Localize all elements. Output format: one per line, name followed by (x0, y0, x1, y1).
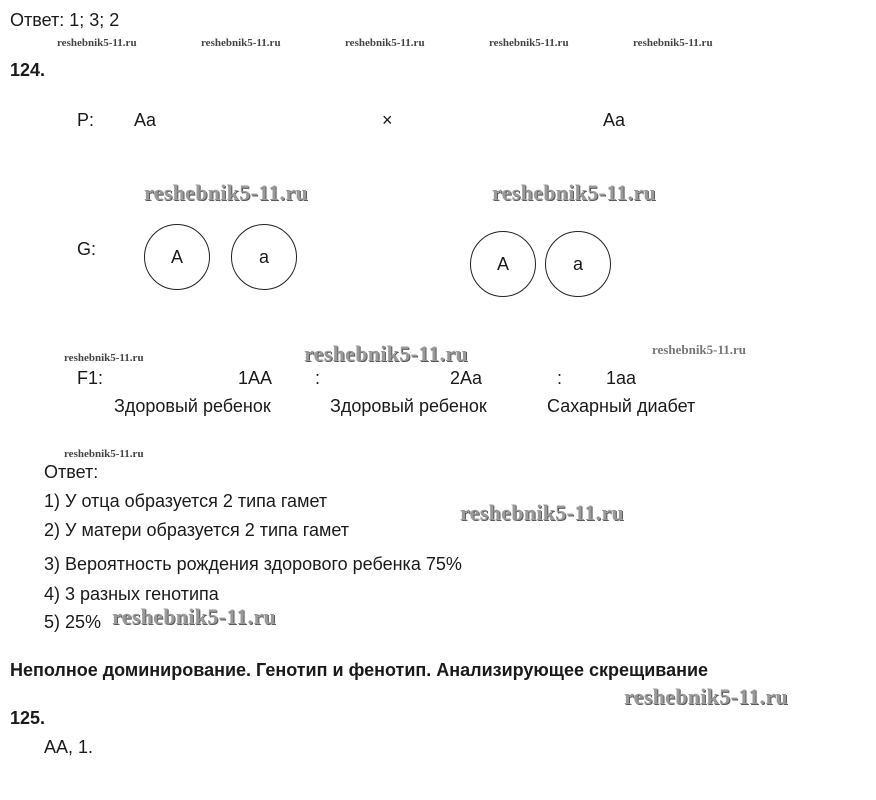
answer-item: 1) У отца образуется 2 типа гамет (44, 491, 328, 511)
task-answer: AA, 1. (44, 737, 94, 757)
answer-item: 5) 25% (44, 612, 102, 632)
parents-label: P: (77, 110, 95, 130)
gamete-allele: a (258, 246, 269, 267)
cross-sign: × (382, 110, 393, 130)
watermark: reshebnik5-11.ru (304, 341, 468, 366)
task-number: 125. (10, 708, 46, 728)
watermark: reshebnik5-11.ru (624, 684, 788, 709)
answer-item: 4) 3 разных генотипа (44, 584, 219, 604)
watermark: reshebnik5-11.ru (64, 352, 144, 364)
gamete-allele: A (170, 246, 183, 267)
watermark: reshebnik5-11.ru (492, 180, 656, 205)
watermark: reshebnik5-11.ru (201, 37, 281, 49)
offspring-genotype: 2Aa (450, 368, 483, 388)
gametes-label: G: (77, 239, 97, 259)
watermark: reshebnik5-11.ru (489, 37, 569, 49)
task-number: 124. (10, 60, 46, 80)
offspring-genotype: 1aa (606, 368, 637, 388)
watermark: reshebnik5-11.ru (345, 37, 425, 49)
watermark: reshebnik5-11.ru (57, 37, 137, 49)
answer-title: Ответ: (44, 462, 99, 482)
section-title: Неполное доминирование. Генотип и фенотип. Анализирующее скрещивание (10, 660, 709, 680)
watermark: reshebnik5-11.ru (633, 37, 713, 49)
gamete-circle (470, 231, 536, 297)
watermark: reshebnik5-11.ru (460, 500, 624, 525)
watermark: reshebnik5-11.ru (64, 448, 144, 460)
gamete-circle (545, 231, 611, 297)
gamete-circle (231, 224, 297, 290)
offspring-phenotype: Сахарный диабет (547, 396, 696, 416)
previous-answer: Ответ: 1; 3; 2 (10, 10, 120, 30)
parent-female-genotype: Aa (134, 110, 157, 130)
parent-male-genotype: Aa (603, 110, 626, 130)
offspring-phenotype: Здоровый ребенок (330, 396, 487, 416)
offspring-phenotype: Здоровый ребенок (114, 396, 271, 416)
offspring-genotype: 1AA (238, 368, 273, 388)
gamete-circle (144, 224, 210, 290)
answer-item: 2) У матери образуется 2 типа гамет (44, 520, 350, 540)
watermark: reshebnik5-11.ru (144, 180, 308, 205)
watermark: reshebnik5-11.ru (652, 342, 747, 357)
watermark: reshebnik5-11.ru (112, 604, 276, 629)
offspring-label: F1: (77, 368, 104, 388)
ratio-separator: : (315, 368, 321, 388)
answer-item: 3) Вероятность рождения здорового ребенка 75% (44, 554, 462, 574)
ratio-separator: : (557, 368, 563, 388)
gamete-allele: a (572, 253, 583, 274)
gamete-allele: A (496, 253, 509, 274)
